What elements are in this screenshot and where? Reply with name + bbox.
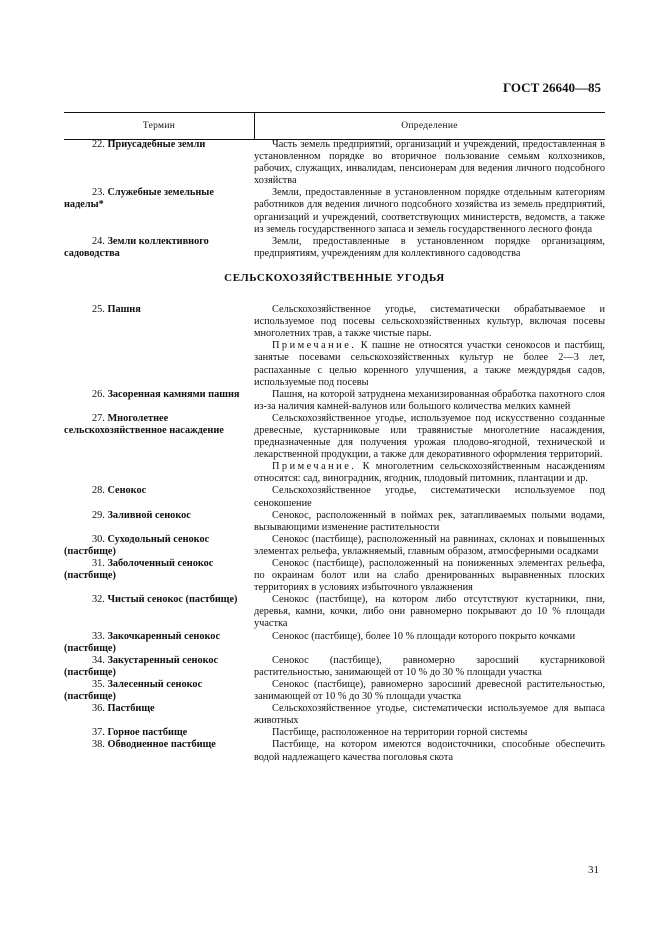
term-row xyxy=(64,631,605,655)
definition-text: Сенокос, расположенный в поймах рек, затапливаемых полыми водами, вызывающими изменение растительности xyxy=(254,509,605,533)
term-number: 30. xyxy=(92,533,105,545)
term-name: Обводненное пастбище xyxy=(107,739,216,751)
definition-text: Сенокос (пастбище), расположенный на пониженных элементах рельефа, по окраинам болот или на слабо дренированных выравненных плоских территориях в условиях избыточного увлажнения xyxy=(254,558,605,594)
term-cell xyxy=(64,631,254,655)
term-number: 23. xyxy=(92,187,105,199)
term-row xyxy=(64,727,605,739)
term-number: 24. xyxy=(92,235,105,247)
term-cell xyxy=(64,236,254,260)
term-number: 33. xyxy=(92,630,105,642)
term-number: 26. xyxy=(92,388,105,400)
definition-text: Сельскохозяйственное угодье, используемое под искусственно созданные древесные, кустарниковые или травянистые многолетние насаждения, предназначенные для получения урожая плодово-ягодной, технической и лекарственной продукции, а также для декоративного оформления территорий. xyxy=(254,412,605,461)
definition-text: Земли, предоставленные в установленном порядке организациям, предприятиям, учреждениям для коллективного садоводства xyxy=(254,235,605,259)
term-cell xyxy=(64,739,254,763)
term-name: Земли коллективного садоводства xyxy=(64,235,209,259)
term-row xyxy=(64,236,605,260)
term-number: 31. xyxy=(92,558,105,569)
rows-group-a xyxy=(64,139,605,260)
term-number: 22. xyxy=(92,139,105,150)
table-header xyxy=(64,112,605,140)
term-row xyxy=(64,485,605,509)
term-name: Закустаренный сенокос (пастбище) xyxy=(64,654,219,678)
definition-text: Сельскохозяйственное угодье, систематически используемое для выпаса животных xyxy=(254,703,605,727)
term-row xyxy=(64,558,605,594)
definition-text: Часть земель предприятий, организаций и учреждений, предоставленная в установленном порядке во вторичное пользование семьям колхозников, рабочих, служащих, инвалидам, пенсионерам для ведения личного подсобного хозяйства xyxy=(254,139,605,187)
column-header-term: Термин xyxy=(142,121,176,131)
term-row xyxy=(64,655,605,679)
term-number: 37. xyxy=(92,727,105,739)
definition-text: Сенокос (пастбище), на котором либо отсутствуют кустарники, пни, деревья, камни, кочки, либо они равномерно покрывают до 10 % площади участка xyxy=(254,594,605,630)
term-cell xyxy=(64,413,254,486)
term-row xyxy=(64,304,605,389)
term-cell xyxy=(64,727,254,739)
gost-number: ГОСТ 26640—85 xyxy=(502,80,601,95)
definition-text: Сенокос (пастбище), равномерно заросший кустарниковой растительностью, занимающей от 10 % до 30 % площади участка xyxy=(254,654,605,678)
term-name: Залесенный сенокос (пастбище) xyxy=(64,678,203,703)
term-row xyxy=(64,139,605,187)
term-row xyxy=(64,703,605,727)
term-cell xyxy=(64,304,254,389)
term-name: Сенокос xyxy=(107,485,147,497)
definition-text: Сенокос (пастбище), более 10 % площади которого покрыто кочками xyxy=(272,630,576,642)
term-name: Горное пастбище xyxy=(107,727,188,739)
definition-text: Сенокос (пастбище), расположенный на равнинах, склонах и повышенных элементах рельефа, увлажняемый, главным образом, атмосферными осадками xyxy=(254,533,605,557)
term-number: 35. xyxy=(92,678,105,690)
note-text: К пашне не относятся участки сенокосов и пастбищ, занятые посевами сельскохозяйственных культур не более 2—3 лет, распаханные с целью коренного улучшения, а также междурядья садов, используемые под посевы xyxy=(254,340,605,388)
term-name: Закочкаренный сенокос (пастбище) xyxy=(64,630,221,654)
definition-note xyxy=(254,340,605,388)
definition-text: Пастбище, на котором имеются водоисточники, способные обеспечить водой надлежащего качества поголовья скота xyxy=(254,739,605,763)
term-row xyxy=(64,187,605,235)
term-name: Суходольный сенокос (пастбище) xyxy=(64,533,210,557)
term-name: Заболоченный сенокос (пастбище) xyxy=(64,558,214,582)
term-cell xyxy=(64,139,254,187)
term-cell xyxy=(64,485,254,509)
table-body xyxy=(64,139,605,764)
definition-text: Пашня, на которой затруднена механизированная обработка пахотного слоя из-за наличия камней-валунов или большого количества мелких камней xyxy=(254,388,605,412)
term-row xyxy=(64,510,605,534)
column-header-definition: Определение xyxy=(401,121,458,131)
term-row xyxy=(64,739,605,763)
definition-note xyxy=(254,461,605,485)
page-number: 31 xyxy=(588,864,599,876)
term-row xyxy=(64,534,605,558)
term-name: Пашня xyxy=(107,304,141,316)
term-number: 27. xyxy=(92,412,105,424)
definition-text: Пастбище, расположенное на территории горной системы xyxy=(272,727,528,739)
term-cell xyxy=(64,703,254,727)
term-cell xyxy=(64,558,254,594)
term-number: 28. xyxy=(92,485,105,497)
term-cell xyxy=(64,679,254,703)
term-name: Заливной сенокос xyxy=(107,509,191,521)
definition-text: Сельскохозяйственное угодье, систематически используемое под сенокошение xyxy=(254,485,605,509)
term-number: 38. xyxy=(92,739,105,751)
term-cell xyxy=(64,655,254,679)
term-cell xyxy=(64,510,254,534)
term-row xyxy=(64,389,605,413)
term-name: Служебные земельные наделы* xyxy=(64,187,214,211)
term-cell xyxy=(64,534,254,558)
definition-text: Сельскохозяйственное угодье, систематически обрабатываемое и используемое под посевы сельскохозяйственных культур, включая посевы многолетних трав, а также чистые пары. xyxy=(254,304,605,340)
section-title: СЕЛЬСКОХОЗЯЙСТВЕННЫЕ УГОДЬЯ xyxy=(224,271,445,284)
term-name: Многолетнее сельскохозяйственное насаждение xyxy=(64,412,224,436)
term-cell xyxy=(64,187,254,235)
term-name: Приусадебные земли xyxy=(107,139,206,150)
term-cell xyxy=(64,389,254,413)
term-name: Чистый сенокос (пастбище) xyxy=(107,594,238,606)
term-number: 25. xyxy=(92,304,105,316)
rows-group-b xyxy=(64,304,605,764)
term-number: 32. xyxy=(92,594,105,606)
note-text: К многолетним сельскохозяйственным насаждениям относятся: сад, виноградник, ягодник, плодовый питомник, плантации и др. xyxy=(254,461,605,485)
note-label: Примечание. xyxy=(272,340,357,352)
note-label: Примечание. xyxy=(272,461,357,473)
term-number: 36. xyxy=(92,703,105,715)
term-name: Засоренная камнями пашня xyxy=(107,388,240,400)
term-cell xyxy=(64,594,254,630)
term-row xyxy=(64,413,605,486)
term-number: 34. xyxy=(92,654,105,666)
term-row xyxy=(64,594,605,630)
term-name: Пастбище xyxy=(107,703,155,715)
definition-text: Земли, предоставленные в установленном порядке отдельным категориям работников для ведения личного подсобного хозяйства из земель предприятий, организаций и учреждений, соответствующих министерств, ведомств, а также из земель государственного запаса и земель государственного лесного фонда xyxy=(254,187,605,235)
term-number: 29. xyxy=(92,509,105,521)
term-row xyxy=(64,679,605,703)
definition-text: Сенокос (пастбище), равномерно заросший древесной растительностью, занимающей от 10 % до 30 % площади участка xyxy=(254,678,605,703)
